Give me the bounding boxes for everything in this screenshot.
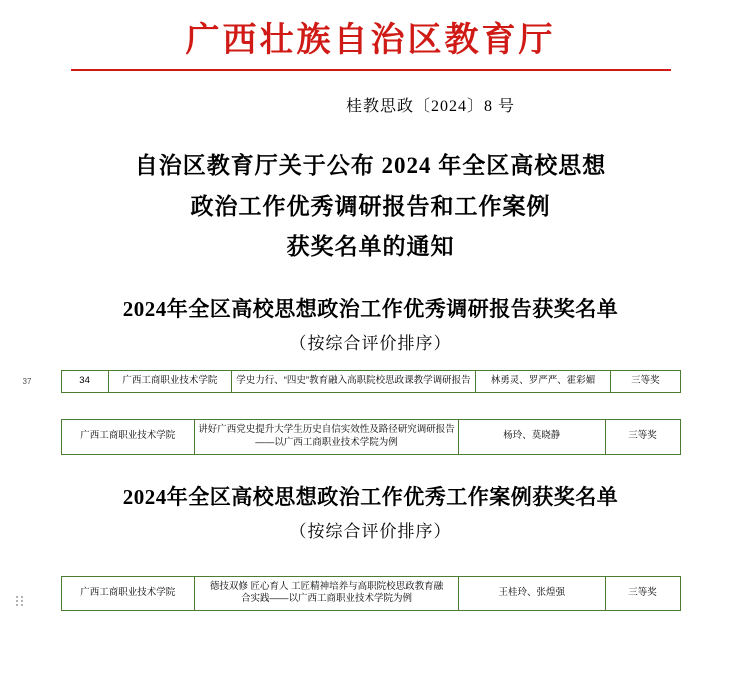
cell-title-line: 学史力行、“四史”教育融入高职院校思政课教学调研报告: [236, 375, 471, 387]
cell-prize: 三等奖: [611, 371, 680, 393]
cell-title-line: 讲好广西党史提升大学生历史自信实效性及路径研究调研报告: [198, 423, 455, 435]
cell-index: 34: [61, 371, 108, 393]
drag-handle-icon[interactable]: [16, 596, 24, 606]
page-title-line-1: 自治区教育厅关于公布 2024 年全区高校思想: [134, 153, 607, 179]
award-table-3-wrap: [61, 576, 681, 612]
cell-school: 广西工商职业技术学院: [61, 419, 195, 454]
table-row: [61, 419, 680, 454]
row-marker: 37: [22, 377, 32, 387]
document-number: 桂教思政〔2024〕8 号: [345, 98, 515, 116]
cell-prize: 三等奖: [605, 576, 680, 611]
award-table-1: [61, 370, 681, 393]
page-title-line-3: 获奖名单的通知: [286, 233, 455, 259]
cell-title-line: ——以广西工商职业技术学院为例: [255, 436, 398, 448]
cell-authors: 杨玲、莫晓静: [458, 419, 605, 454]
cell-title: [195, 419, 459, 454]
page-title-line-2: 政治工作优秀调研报告和工作案例: [190, 193, 551, 219]
award-table-2-wrap: [61, 419, 681, 455]
cell-title: [232, 371, 476, 393]
section-subheading: （按综合评价排序）: [289, 521, 452, 541]
award-table-2: [61, 419, 681, 455]
cell-school: 广西工商职业技术学院: [61, 576, 195, 611]
page-title: [0, 146, 741, 267]
cell-authors: 王桂玲、张煌强: [458, 576, 605, 611]
cell-title-line: 合实践——以广西工商职业技术学院为例: [240, 593, 412, 605]
cell-school: 广西工商职业技术学院: [108, 371, 231, 393]
section-heading: 2024年全区高校思想政治工作优秀调研报告获奖名单: [122, 297, 619, 322]
section-work-cases: [0, 481, 741, 612]
table-row: [61, 371, 680, 393]
cell-authors: 林勇灵、罗严严、霍彩媚: [475, 371, 610, 393]
award-table-1-wrap: [22, 370, 681, 393]
masthead-title: 广西壮族自治区教育厅: [185, 20, 556, 60]
cell-title-line: 德技双修 匠心育人 工匠精神培养与高职院校思政教育融: [209, 580, 444, 592]
section-research-reports: [0, 293, 741, 454]
masthead-divider: [71, 69, 671, 71]
section-heading: 2024年全区高校思想政治工作优秀工作案例获奖名单: [122, 484, 619, 509]
masthead: [0, 0, 741, 71]
table-row: [61, 576, 680, 611]
cell-title: [195, 576, 459, 611]
section-subheading: （按综合评价排序）: [289, 334, 452, 354]
award-table-3: [61, 576, 681, 612]
cell-prize: 三等奖: [605, 419, 680, 454]
